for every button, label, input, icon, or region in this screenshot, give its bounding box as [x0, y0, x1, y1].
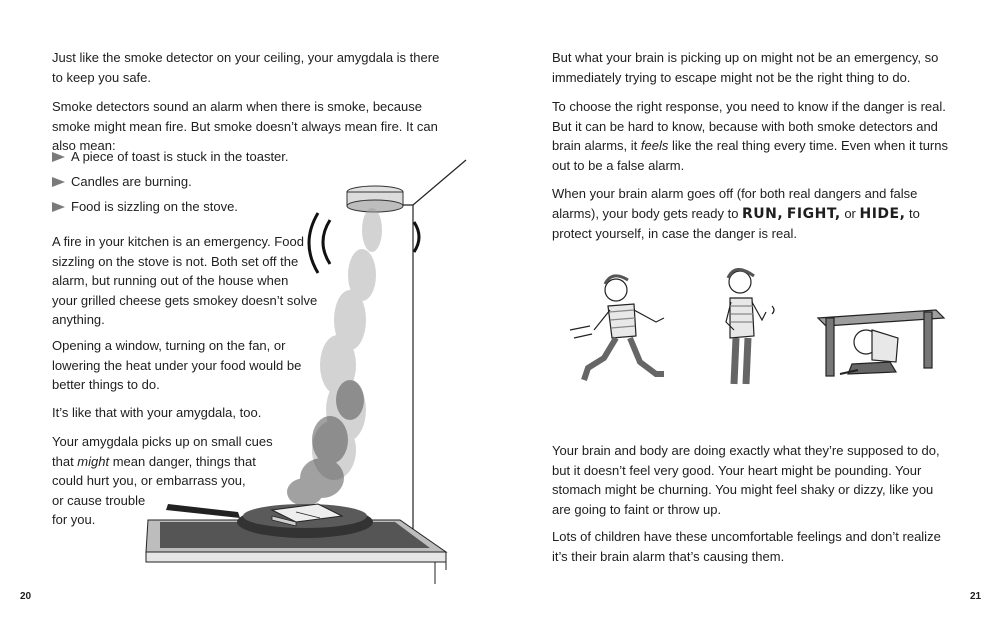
paragraph-smoke-alarm: Smoke detectors sound an alarm when there is smoke, because smoke might mean fire. But smoke doesn’t always mean fire. It can also mean: — [52, 99, 438, 153]
fight-word: FIGHT, — [786, 205, 841, 222]
paragraph-run-fight-hide: When your brain alarm goes off (for both real dangers and false alarms), your body gets ready to RUN, FIGHT, or HIDE, to protect yourself, in case the danger is real. — [552, 186, 920, 241]
paragraph-smoke-detector-intro: Just like the smoke detector on your ceiling, your amygdala is there to keep you safe. — [52, 50, 440, 85]
page-number: 20 — [20, 591, 32, 602]
bullet-item: A piece of toast is stuck in the toaster. — [52, 147, 289, 166]
page-number: 21 — [970, 591, 982, 602]
paragraph-amygdala-too: It’s like that with your amygdala, too. — [52, 405, 262, 420]
paragraph-kitchen-fire: A fire in your kitchen is an emergency. Food sizzling on the stove is not. Both set off the alarm, but running out of the house when your grilled cheese gets smokey doesn’t solve anything. — [52, 234, 318, 327]
paragraph-uncomfortable-feelings: Lots of children have these uncomfortable feelings and don’t realize it’s their brain alarm that’s causing them. — [552, 529, 941, 564]
bullet-item: Candles are burning. — [52, 172, 192, 191]
right-page — [500, 0, 1000, 625]
paragraph-body-feelings: Your brain and body are doing exactly what they’re supposed to do, but it doesn’t feel very good. Your heart might be pounding. Your stomach might be churning. You might feel shaky or dizzy, like you are going to faint or throw up. — [552, 443, 940, 517]
triangle-bullet-icon — [52, 152, 65, 162]
paragraph-right-response: To choose the right response, you need to know if the danger is real. But it can be hard to know, because with both smoke detectors and brain alarms, it feels like the real thing every time. Even when it turns out to be a false alarm. — [552, 99, 948, 173]
hide-word: HIDE, — [859, 205, 906, 222]
run-word: RUN, — [742, 205, 784, 222]
triangle-bullet-icon — [52, 202, 65, 212]
paragraph-better-options: Opening a window, turning on the fan, or lowering the heat under your food would be better things to do. — [52, 338, 302, 392]
bullet-item: Food is sizzling on the stove. — [52, 197, 238, 216]
paragraph-small-cues: Your amygdala picks up on small cues that might mean danger, things that could hurt you, or embarrass you, or cause trouble for you. — [52, 434, 273, 527]
triangle-bullet-icon — [52, 177, 65, 187]
paragraph-not-emergency: But what your brain is picking up on might not be an emergency, so immediately trying to escape might not be the right thing to do. — [552, 50, 939, 85]
